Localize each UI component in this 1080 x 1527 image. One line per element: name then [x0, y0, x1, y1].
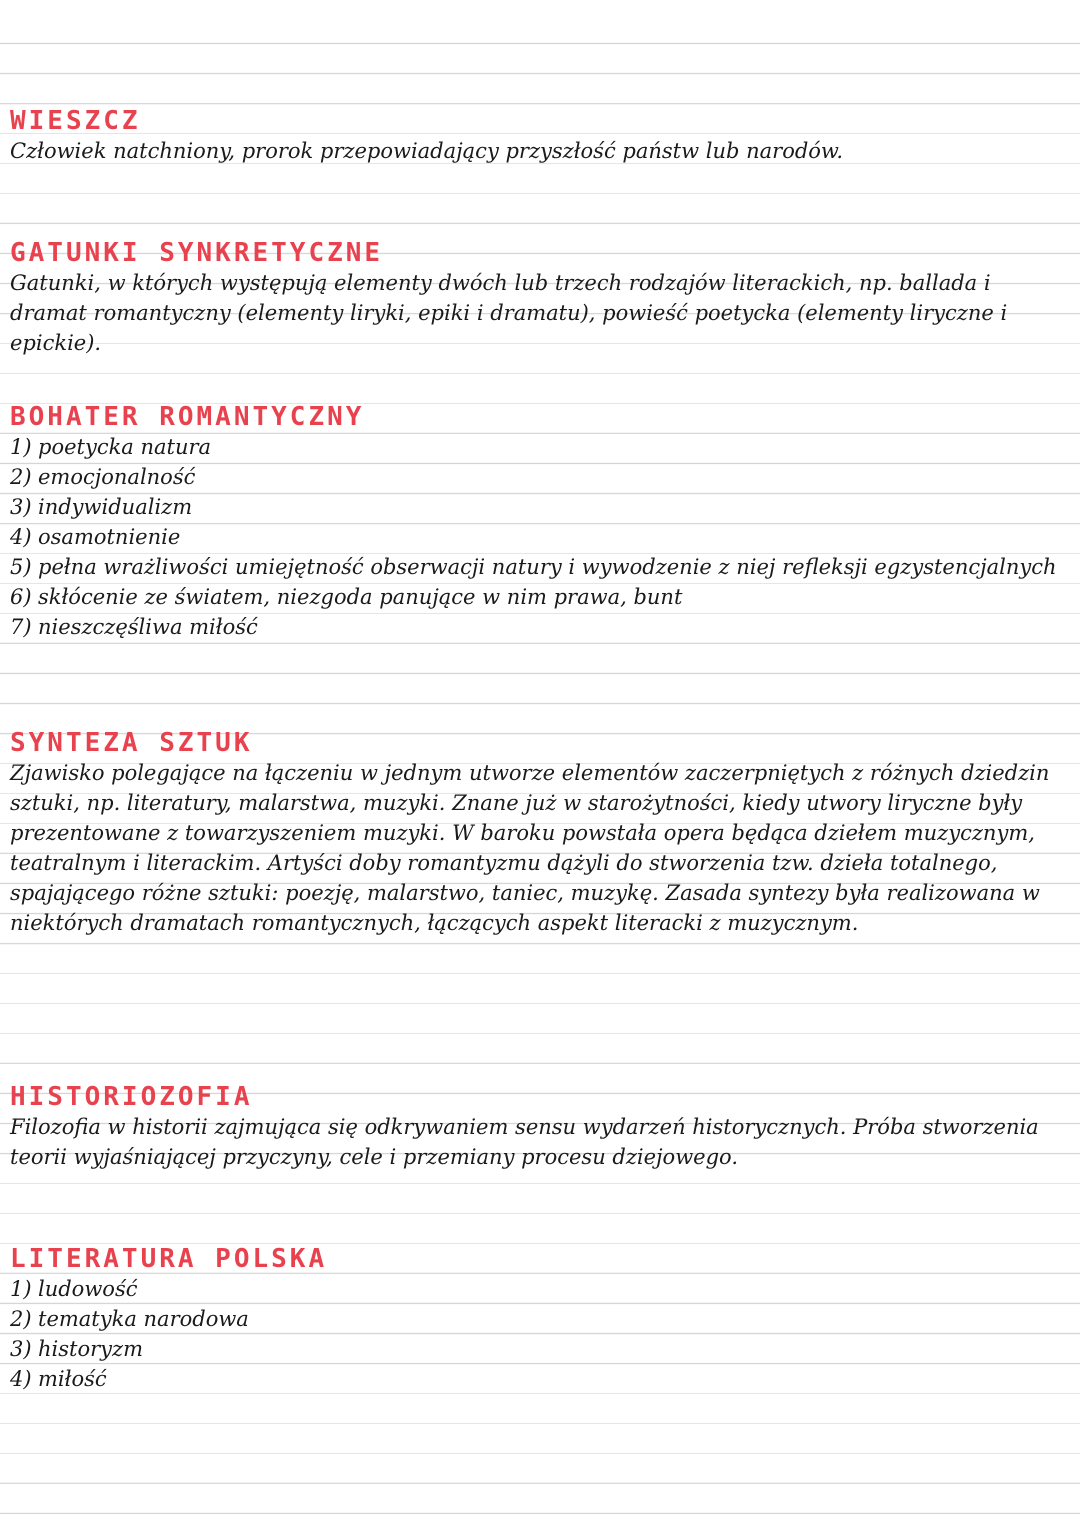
item-text: poetycka natura: [38, 435, 212, 459]
section-title: GATUNKI SYNKRETYCZNE: [10, 238, 384, 268]
item-number: 4): [10, 1367, 32, 1391]
item-number: 3): [10, 1337, 32, 1361]
list-item: [10, 1304, 1060, 1334]
item-number: 2): [10, 1307, 32, 1331]
item-number: 6): [10, 585, 32, 609]
section-text: Człowiek natchniony, prorok przepowiadający przyszłość państw lub narodów.: [10, 139, 844, 163]
section-title: HISTORIOZOFIA: [10, 1082, 253, 1112]
item-number: 1): [10, 435, 32, 459]
section-literatura: [10, 1244, 1060, 1394]
item-number: 4): [10, 525, 32, 549]
feature-list: [10, 432, 1060, 642]
list-item: [10, 492, 1060, 522]
section-wieszcz: [10, 106, 1060, 166]
list-item: [10, 1364, 1060, 1394]
section-title: WIESZCZ: [10, 106, 141, 136]
section-gatunki: [10, 238, 1060, 358]
section-bohater: [10, 402, 1060, 642]
item-text: osamotnienie: [38, 525, 181, 549]
section-title: LITERATURA POLSKA: [10, 1244, 328, 1274]
item-number: 5): [10, 555, 32, 579]
section-text: Filozofia w historii zajmująca się odkrywaniem sensu wydarzeń historycznych. Próba stworzenia teorii wyjaśniającej przyczyny, cele i przemiany procesu dziejowego.: [10, 1115, 1039, 1169]
item-text: skłócenie ze światem, niezgoda panujące w nim prawa, bunt: [38, 585, 683, 609]
item-text: indywidualizm: [38, 495, 193, 519]
list-item: [10, 462, 1060, 492]
item-text: historyzm: [38, 1337, 143, 1361]
item-text: pełna wrażliwości umiejętność obserwacji natury i wywodzenie z niej refleksji egzystencjalnych: [38, 555, 1057, 579]
list-item: [10, 1334, 1060, 1364]
feature-list: [10, 1274, 1060, 1394]
item-number: 2): [10, 465, 32, 489]
item-text: ludowość: [38, 1277, 138, 1301]
section-title: SYNTEZA SZTUK: [10, 728, 253, 758]
list-item: [10, 432, 1060, 462]
item-number: 3): [10, 495, 32, 519]
section-text: Gatunki, w których występują elementy dwóch lub trzech rodzajów literackich, np. ballada i dramat romantyczny (elementy liryki, epiki i dramatu), powieść poetycka (elementy liryczne i epickie).: [10, 271, 1008, 355]
list-item: [10, 1274, 1060, 1304]
item-number: 1): [10, 1277, 32, 1301]
section-historiozofia: [10, 1082, 1060, 1172]
section-title: BOHATER ROMANTYCZNY: [10, 402, 365, 432]
item-text: emocjonalność: [38, 465, 196, 489]
section-text: Zjawisko polegające na łączeniu w jednym utworze elementów zaczerpniętych z różnych dziedzin sztuki, np. literatury, malarstwa, muzyki. Znane już w starożytności, kiedy utwory liryczne były prezentowane z towarzyszeniem muzyki. W baroku powstała opera będąca dziełem muzycznym, teatralnym i literackim. Artyści doby romantyzmu dążyli do stworzenia tzw. dzieła totalnego, spajającego różne sztuki: poezję, malarstwo, taniec, muzykę. Zasada syntezy była realizowana w niektórych dramatach romantycznych, łączących aspekt literacki z muzycznym.: [10, 761, 1050, 935]
section-synteza: [10, 728, 1060, 938]
list-item: [10, 612, 1060, 642]
item-text: tematyka narodowa: [38, 1307, 249, 1331]
item-text: nieszczęśliwa miłość: [38, 615, 258, 639]
list-item: [10, 582, 1060, 612]
item-text: miłość: [38, 1367, 107, 1391]
item-number: 7): [10, 615, 32, 639]
list-item: [10, 552, 1060, 582]
list-item: [10, 522, 1060, 552]
